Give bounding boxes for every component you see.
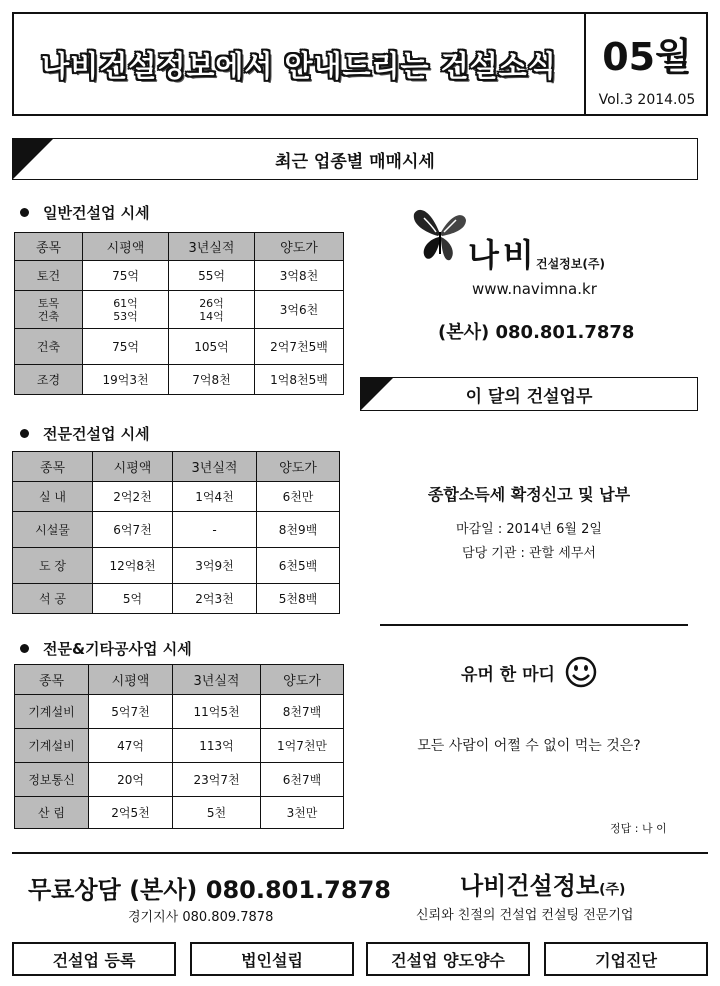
table-row: 토건 75억 55억 3억8천 [15,261,344,291]
monthly-task-deadline: 마감일 : 2014년 6월 2일 [456,522,602,537]
table-header-row: 종목 시평액 3년실적 양도가 [15,665,344,695]
business-transfer-button[interactable]: 건설업 양도양수 [366,942,530,976]
footer-company-suffix: (주) [599,882,626,898]
specialty-construction-table [12,451,340,614]
general-construction-table [14,232,344,395]
table-header-row: 종목 시평액 3년실적 양도가 [13,452,340,482]
logo-suffix: 건설정보(주) [536,257,605,271]
monthly-task-banner [360,377,698,411]
table-row: 도 장 12억8천 3억9천 6천5백 [13,548,340,584]
table-row: 시설물 6억7천 - 8천9백 [13,512,340,548]
monthly-task-title: 종합소득세 확정신고 및 납부 [427,485,631,504]
monthly-task-office: 담당 기관 : 관할 세무서 [462,546,596,561]
specialty-other-table [14,664,344,829]
monthly-task-banner-title: 이 달의 건설업무 [465,386,593,407]
humor-heading [360,656,698,688]
table-row: 토목 건축 61억 53억 26억 14억 3억6천 [15,291,344,329]
issue-volume: Vol.3 2014.05 [598,92,696,108]
footer-divider [12,852,708,854]
issue-month: 05월 [602,35,692,79]
bullet-icon [20,644,29,653]
table3-heading: 전문&기타공사업 시세 [20,638,192,659]
table-row: 건축 75억 105억 2억7천5백 [15,329,344,365]
hq-phone: (본사) 080.801.7878 [438,322,635,343]
divider [380,624,688,626]
footer-company-name: 나비건설정보 [460,872,600,900]
humor-title: 유머 한 마디 [461,664,555,685]
footer-branch-phone: 경기지사 080.809.7878 [128,910,274,925]
bullet-icon [20,208,29,217]
table-row: 정보통신 20억 23억7천 6천7백 [15,763,344,797]
table1-heading: 일반건설업 시세 [20,202,150,223]
section-title: 최근 업종별 매매시세 [275,151,435,172]
section-banner [12,138,698,180]
table-row: 조경 19억3천 7억8천 1억8천5백 [15,365,344,395]
humor-answer: 정답 : 나 이 [610,822,667,835]
table-row: 실 내 2억2천 1억4천 6천만 [13,482,340,512]
footer-phone: 무료상담 (본사) 080.801.7878 [28,876,391,904]
footer-slogan: 신뢰와 친절의 건설업 컨설팅 전문기업 [416,908,634,923]
website-link[interactable]: www.navimna.kr [472,280,597,298]
incorporation-button[interactable]: 법인설립 [190,942,354,976]
construction-registration-button[interactable]: 건설업 등록 [12,942,176,976]
table-row: 석 공 5억 2억3천 5천8백 [13,584,340,614]
newsletter-header [12,12,708,116]
table-row: 기계설비 47억 113억 1억7천만 [15,729,344,763]
smiley-icon [565,656,597,688]
logo-name: 나비 [468,236,538,274]
bullet-icon [20,429,29,438]
footer-company [460,866,625,901]
table-row: 산 림 2억5천 5천 3천만 [15,797,344,829]
table-header-row: 종목 시평액 3년실적 양도가 [15,233,344,261]
humor-question: 모든 사람이 어쩔 수 없이 먹는 것은? [417,738,641,754]
table-row: 기계설비 5억7천 11억5천 8천7백 [15,695,344,729]
newsletter-title: 나비건설정보에서 안내드리는 건설소식 [41,48,557,83]
butterfly-icon [412,204,468,268]
company-diagnosis-button[interactable]: 기업진단 [544,942,708,976]
table2-heading: 전문건설업 시세 [20,423,150,444]
